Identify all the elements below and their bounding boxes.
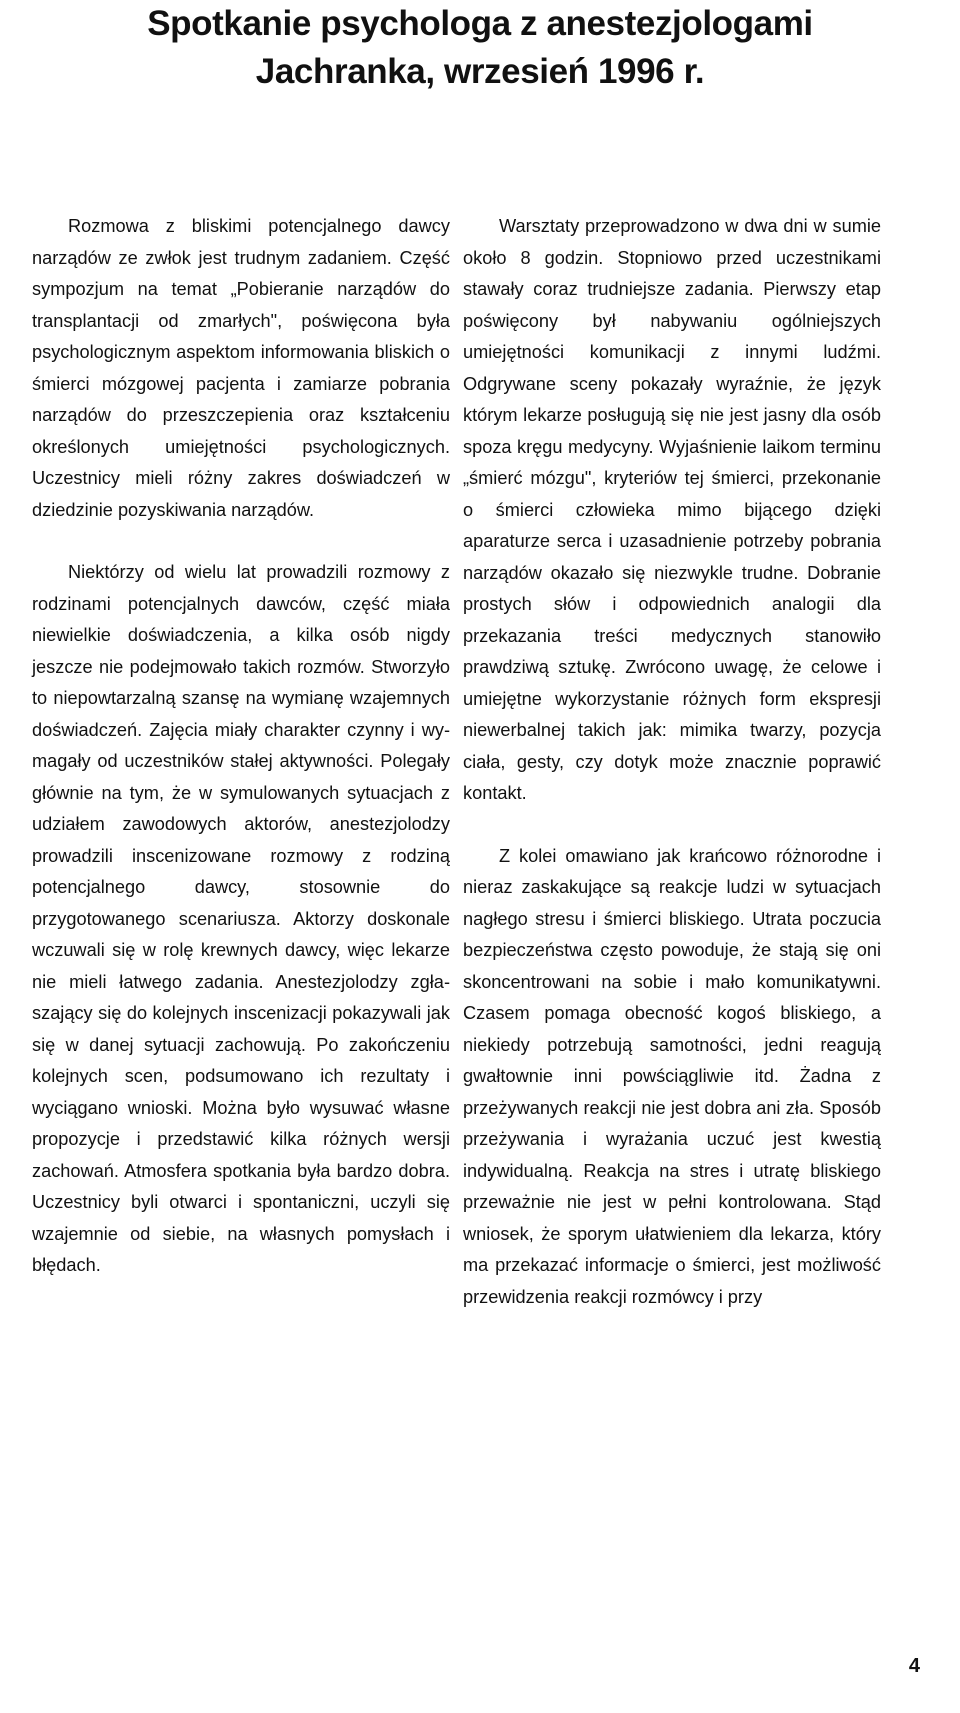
page-title-line-1: Spotkanie psychologa z anestezjologami [147, 4, 813, 43]
paragraph-right-2: Z kolei omawiano jak krańcowo różnorodne i nieraz zaskakujące są reakcje ludzi w sytuacjach nagłego stresu i śmierci bliskiego. Utrata poczucia bezpieczeństwa często powoduje, że stają się oni skoncentrowani na sobie i mało komunikatywni. Czasem pomaga obecność kogoś bliskiego, a niekiedy potrzebują samotności, jedni reagują gwałtownie inni powściągliwie itd. Żadna z przeżywanych reakcji nie jest dobra ani zła. Sposób przeżywania i wyrażania uczuć jest kwestią indywidualną. Reakcja na stres i utratę bliskiego przeważnie nie jest w pełni kontrolowana. Stąd wniosek, że sporym ułatwieniem dla lekarza, który ma przekazać informacje o śmierci, jest możliwość przewidzenia reakcji rozmówcy i przy [463, 845, 881, 1307]
left-column [32, 211, 450, 1282]
page-number: 4 [908, 1655, 920, 1677]
page-title [110, 0, 850, 96]
paragraph-left-1: Rozmowa z bliskimi potencjalnego dawcy narządów ze zwłok jest trudnym zadaniem. Część sympozjum na temat „Pobieranie narządów do transplantacji od zmarłych", poświęcona była psychologicznym aspektom informowania bliskich o śmierci mózgowej pacjenta i zamiarze pobrania narządów do przeszczepienia oraz kształceniu określonych umiejętności psychologicznych. Uczestnicy mieli różny zakres doświadczeń w dziedzinie pozyskiwania narządów. [32, 216, 450, 520]
paragraph-right-1: Warsztaty przeprowadzono w dwa dni w sumie około 8 godzin. Stopniowo przed uczestnikami stawały coraz trudniejsze zadania. Pierwszy etap poświęcony był nabywaniu ogólniejszych umiejętności komunikacji z innymi ludźmi. Odgrywane sceny pokazały wyraźnie, że język którym lekarze posługują się nie jest jasny dla osób spoza kręgu medycyny. Wyjaśnienie laikom terminu „śmierć mózgu", kryteriów tej śmierci, przekonanie o śmierci człowieka mimo bijącego dzięki aparaturze serca i uzasadnienie potrzeby pobrania narządów okazało się niezwykle trudne. Dobranie prostych słów i odpowiednich analogii dla przekazania treści medycznych stanowiło prawdziwą sztukę. Zwrócono uwagę, że celowe i umiejętne wykorzystanie różnych form ekspresji niewerbalnej takich jak: mimika twarzy, pozycja ciała, gesty, czy dotyk może znacznie poprawić kontakt. [463, 216, 881, 803]
paragraph-left-2: Niektórzy od wielu lat prowadzili rozmowy z rodzinami potencjalnych dawców, część miała niewielkie doświadczenia, a kilka osób nigdy jeszcze nie podejmowało takich rozmów. Stworzyło to niepowtarzalną szansę na wymianę wzajemnych doświadczeń. Zajęcia miały charakter czynny i wymagały od uczestników stałej aktywności. Polegały głównie na tym, że w symulowanych sytuacjach z udziałem zawodowych aktorów, anestezjolodzy prowadzili inscenizowane rozmowy z rodziną potencjalnego dawcy, stosownie do przygotowanego scenariusza. Aktorzy doskonale wczuwali się w rolę krewnych dawcy, więc lekarze nie mieli łatwego zadania. Anestezjolodzy zgłaszający się do kolejnych inscenizacji pokazywali jak się w danej sytuacji zachowują. Po zakończeniu kolejnych scen, podsumowano ich rezultaty i wyciągano wnioski. Można było wysuwać własne propozycje i przedstawić kilka różnych wersji zachowań. Atmosfera spotkania była bardzo dobra. Uczestnicy byli otwarci i spontaniczni, uczyli się wzajemnie od siebie, na własnych pomysłach i błędach. [32, 562, 450, 1275]
right-column [463, 211, 881, 1313]
page-title-line-2: Jachranka, wrzesień 1996 r. [255, 52, 705, 91]
